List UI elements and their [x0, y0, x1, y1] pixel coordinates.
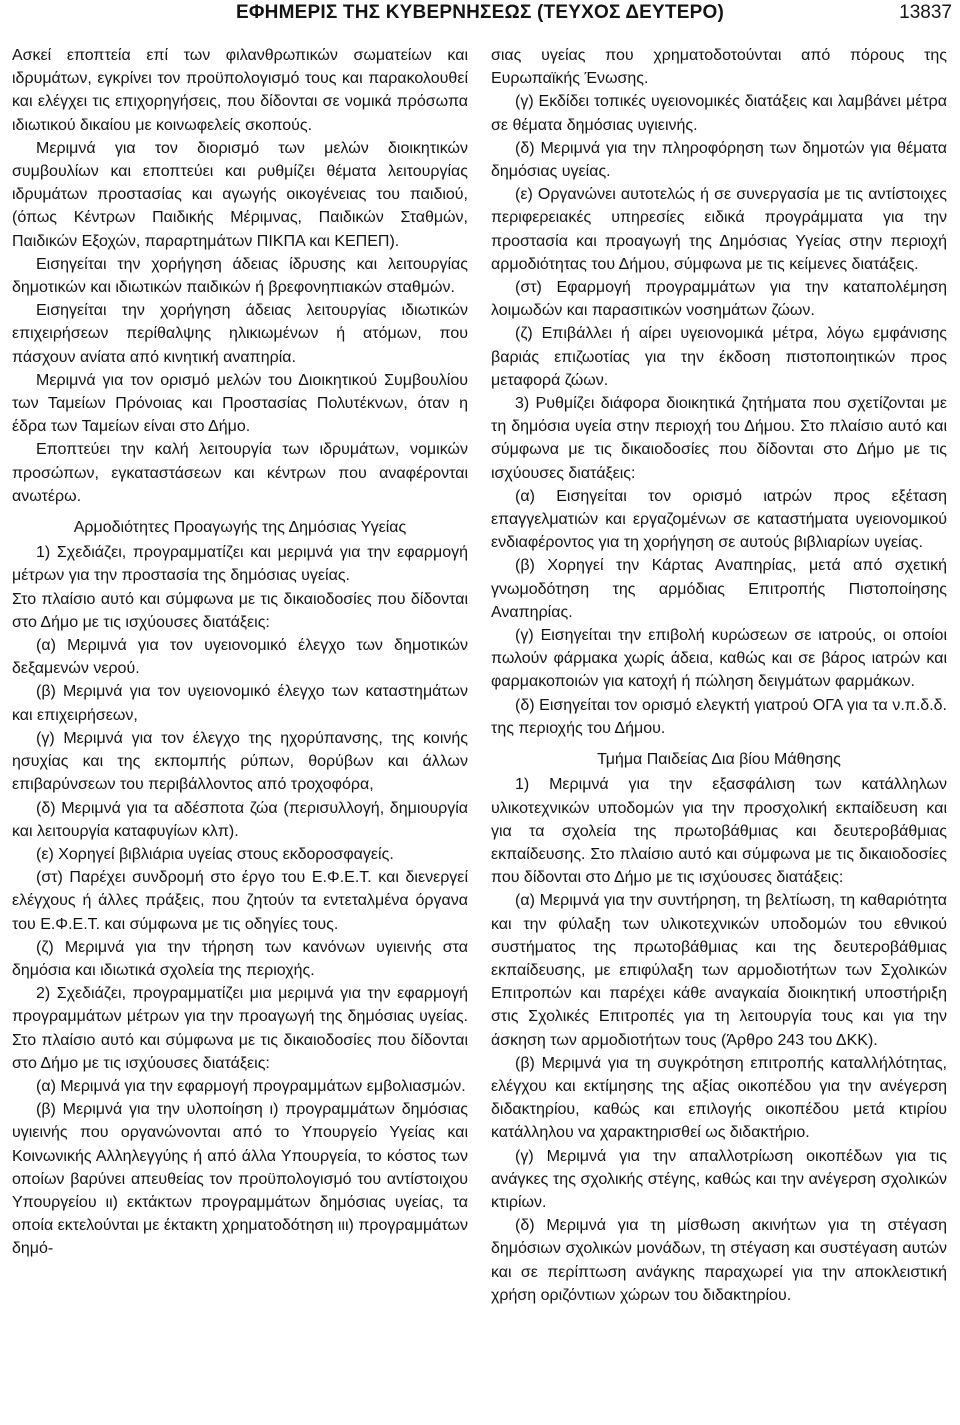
- right-column-paragraph: (α) Μεριμνά για την συντήρηση, τη βελτίωση, τη καθαριότητα και την φύλαξη των υλικοτεχνικών υποδομών του εθνικού συστήματος της πρωτοβάθμιας και της δευτεροβάθμιας εκπαίδευσης, με επιφύλαξη των αρμοδιοτήτων των Σχολικών Επιτροπών και παρέχει κάθε αναγκαία διοικητική υποστήριξη στις Σχολικές Επιτροπές για τη λειτουργία τους και για την άσκηση των αρμοδιοτήτων τους (Άρθρο 243 του ΔΚΚ).: [491, 892, 947, 1049]
- left-column-paragraph: Ασκεί εποπτεία επί των φιλανθρωπικών σωματείων και ιδρυμάτων, εγκρίνει τον προϋπολογισμό τους και παρακολουθεί και ελέγχει τις επιχορηγήσεις, που δίδονται σε νομικά πρόσωπα ιδιωτικού δικαίου με κοινωφελείς σκοπούς.: [12, 47, 468, 134]
- left-column-paragraph: Μεριμνά για τον ορισμό μελών του Διοικητικού Συμβουλίου των Ταμείων Πρόνοιας και Προστασίας Πολυτέκνων, όταν η έδρα των Ταμείων είναι στο Δήμο.: [12, 371, 468, 436]
- left-column-paragraph: (δ) Μεριμνά για τα αδέσποτα ζώα (περισυλλογή, δημιουργία και λειτουργία καταφυγίων κλπ).: [12, 799, 468, 840]
- left-column-section-heading: Αρμοδιότητες Προαγωγής της Δημόσιας Υγείας: [73, 519, 407, 537]
- left-column-paragraph: Μεριμνά για τον διορισμό των μελών διοικητικών συμβουλίων και εποπτεύει και ρυθμίζει θέματα λειτουργίας ιδρυμάτων προστασίας και αγωγής οικογένειας του παιδιού, (όπως Κέντρων Παιδικής Μέριμνας, Παιδικών Σταθμών, Παιδικών Εξοχών, παραρτημάτων ΠΙΚΠΑ και ΚΕΠΕΠ).: [12, 139, 468, 250]
- right-column: [491, 44, 947, 1307]
- gazette-title: ΕΦΗΜΕΡΙΣ ΤΗΣ ΚΥΒΕΡΝΗΣΕΩΣ (ΤΕΥΧΟΣ ΔΕΥΤΕΡΟ): [236, 2, 724, 23]
- left-column-paragraph: (στ) Παρέχει συνδρομή στο έργο του Ε.Φ.Ε.Τ. και διενεργεί ελέγχους ή άλλες πράξεις, που ζητούν τα εντεταλμένα όργανα του Ε.Φ.Ε.Τ. και σύμφωνα με τις οδηγίες τους.: [12, 869, 468, 933]
- right-column-paragraph: (α) Εισηγείται τον ορισμό ιατρών προς εξέταση επαγγελματιών και εργαζομένων σε καταστήματα υγειονομικού ενδιαφέροντος για τη χορήγηση σε αυτούς βιβλιαρίων υγείας.: [491, 487, 947, 552]
- right-column-section-heading: Τμήμα Παιδείας Δια βίου Μάθησης: [597, 751, 841, 769]
- left-column-paragraph: (β) Μεριμνά για τον υγειονομικό έλεγχο των καταστημάτων και επιχειρήσεων,: [12, 683, 468, 724]
- page-header: [0, 0, 960, 32]
- right-column-paragraph: (στ) Εφαρμογή προγραμμάτων για την καταπολέμηση λοιμωδών και παρασιτικών νοσημάτων ζώων.: [491, 279, 947, 320]
- left-column-paragraph: Εισηγείται την χορήγηση άδειας λειτουργίας ιδιωτικών επιχειρήσεων περίθαλψης ηλικιωμένων ή ατόμων, που πάσχουν ανίατα από κινητική αναπηρία.: [12, 302, 468, 366]
- left-column-paragraph: (α) Μεριμνά για τον υγειονομικό έλεγχο των δημοτικών δεξαμενών νερού.: [12, 637, 468, 678]
- left-column-paragraph: 1) Σχεδιάζει, προγραμματίζει και μεριμνά για την εφαρμογή μέτρων για την προστασία της δημόσιας υγείας.: [12, 544, 468, 585]
- left-column-paragraph: (γ) Μεριμνά για τον έλεγχο της ηχορύπανσης, της κοινής ησυχίας και της εκπομπής ρύπων, θορύβων και άλλων επιβαρύνσεων του περιβάλλοντος από τροχοφόρα,: [12, 729, 468, 794]
- right-column-paragraph: σιας υγείας που χρηματοδοτούνται από πόρους της Ευρωπαϊκής Ένωσης.: [491, 47, 947, 88]
- left-column-paragraph: (ε) Χορηγεί βιβλιάρια υγείας στους εκδοροσφαγείς.: [36, 845, 394, 863]
- right-column-paragraph: (γ) Μεριμνά για την απαλλοτρίωση οικοπέδων για τις ανάγκες της σχολικής στέγης, καθώς και την ανέγερση σχολικών κτιρίων.: [491, 1147, 947, 1211]
- left-column-paragraph: Εισηγείται την χορήγηση άδειας ίδρυσης και λειτουργίας δημοτικών και ιδιωτικών παιδικών ή βρεφονηπιακών σταθμών.: [12, 255, 468, 297]
- right-column-paragraph: (δ) Μεριμνά για την πληροφόρηση των δημοτών για θέματα δημόσιας υγείας.: [491, 139, 947, 181]
- right-column-paragraph: 1) Μεριμνά για την εξασφάλιση των κατάλληλων υλικοτεχνικών υποδομών για την προσχολική εκπαίδευση και για τα σχολεία της πρωτοβάθμιας και δευτεροβάθμιας εκπαίδευσης. Στο πλαίσιο αυτό και σύμφωνα με τις δικαιοδοσίες που δίδονται στο Δήμο με τις ισχύουσες διατάξεις:: [491, 776, 947, 887]
- page-number: 13837: [899, 2, 952, 23]
- left-column-paragraph: (α) Μεριμνά για την εφαρμογή προγραμμάτων εμβολιασμών.: [36, 1077, 466, 1095]
- left-column-paragraph: Στο πλαίσιο αυτό και σύμφωνα με τις δικαιοδοσίες που δίδονται στο Δήμο με τις ισχύουσες διατάξεις:: [12, 590, 468, 631]
- left-column-paragraph: Εποπτεύει την καλή λειτουργία των ιδρυμάτων, νομικών προσώπων, εγκαταστάσεων και κέντρων που αναφέρονται ανωτέρω.: [12, 441, 468, 505]
- left-column-paragraph: (ζ) Μεριμνά για την τήρηση των κανόνων υγιεινής στα δημόσια και ιδιωτικά σχολεία της περιοχής.: [12, 938, 468, 979]
- right-column-paragraph: (ε) Οργανώνει αυτοτελώς ή σε συνεργασία με τις αντίστοιχες περιφερειακές υπηρεσίες ειδικά προγράμματα για την προστασία και προαγωγή της Δημόσιας Υγείας στην περιοχή αρμοδιότητας του Δήμου, σύμφωνα με τις κείμενες διατάξεις.: [491, 186, 947, 273]
- left-column-paragraph: (β) Μεριμνά για την υλοποίηση ι) προγραμμάτων δημόσιας υγιεινής που οργανώνονται από το Υπουργείο Υγείας και Κοινωνικής Αλληλεγγύης ή από άλλα Υπουργεία, το κόστος των οποίων βαρύνει απευθείας τον προϋπολογισμό του αντίστοιχου Υπουργείου ιι) εκτάκτων προγραμμάτων δημόσιας υγείας, τα οποία εκτελούνται με έκτακτη χρηματοδότηση ιιι) προγραμμάτων δημό-: [12, 1101, 468, 1258]
- right-column-paragraph: (β) Μεριμνά για τη συγκρότηση επιτροπής καταλλήλότητας, ελέγχου και εκτίμησης της αξίας οικοπέδου για την ανέγερση διδακτηρίου, καθώς και επιλογής οικοπέδου μετά κτιρίου κατάλληλου να χαρακτηρισθεί ως διδακτήριο.: [491, 1054, 947, 1142]
- right-column-paragraph: (β) Χορηγεί την Κάρτας Αναπηρίας, μετά από σχετική γνωμοδότηση της αρμόδιας Επιτροπής Πιστοποίησης Αναπηρίας.: [491, 557, 947, 621]
- right-column-paragraph: (δ) Εισηγείται τον ορισμό ελεγκτή γιατρού ΟΓΑ για τα ν.π.δ.δ. της περιοχής του Δήμου.: [491, 696, 947, 737]
- right-column-paragraph: (γ) Εκδίδει τοπικές υγειονομικές διατάξεις και λαμβάνει μέτρα σε θέματα δημόσιας υγιεινής.: [491, 93, 947, 134]
- right-column-paragraph: (ζ) Επιβάλλει ή αίρει υγειονομικά μέτρα, λόγω εμφάνισης βαριάς επιζωοτίας για την έκδοση πιστοποιητικών προς μεταφορά ζώων.: [491, 325, 947, 389]
- left-column: [12, 44, 468, 1261]
- right-column-paragraph: 3) Ρυθμίζει διάφορα διοικητικά ζητήματα που σχετίζονται με τη δημόσια υγεία στην περιοχή του Δήμου. Στο πλαίσιο αυτό και σύμφωνα με τις δικαιοδοσίες που δίδονται στο Δήμο με τις ισχύουσες διατάξεις:: [491, 395, 947, 482]
- right-column-paragraph: (δ) Μεριμνά για τη μίσθωση ακινήτων για τη στέγαση δημόσιων σχολικών μονάδων, τη στέγαση και συστέγαση αυτών και σε περίπτωση ανάγκης παραχωρεί για την αποκλειστική χρήση οριζόντιων χώρων του διδακτηρίου.: [491, 1217, 947, 1304]
- left-column-paragraph: 2) Σχεδιάζει, προγραμματίζει μια μεριμνά για την εφαρμογή προγραμμάτων μέτρων για την προαγωγή της δημόσιας υγείας. Στο πλαίσιο αυτό και σύμφωνα με τις δικαιοδοσίες που δίδονται στο Δήμο με τις ισχύουσες διατάξεις:: [12, 985, 468, 1072]
- right-column-paragraph: (γ) Εισηγείται την επιβολή κυρώσεων σε ιατρούς, οι οποίοι πωλούν φάρμακα χωρίς άδεια, καθώς και σε βάρος ιατρών και φαρμακοποιών για κατοχή ή πώληση δειγμάτων φαρμάκων.: [491, 627, 947, 691]
